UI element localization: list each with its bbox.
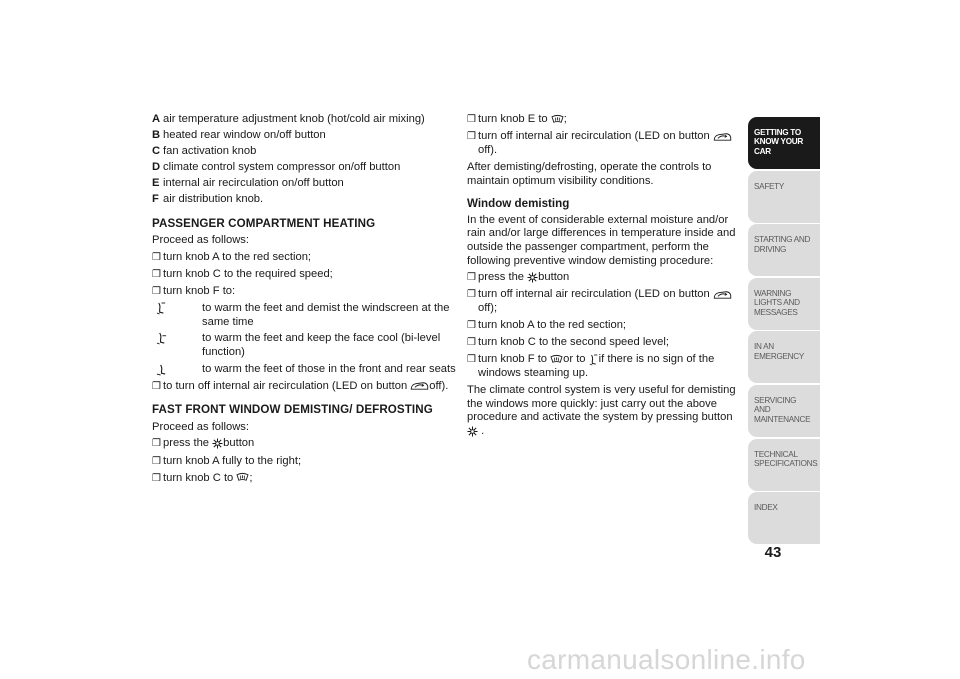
legend-item bbox=[152, 113, 456, 127]
checkbox-icon: ❒ bbox=[152, 286, 161, 298]
legend-text: heated rear window on/off button bbox=[163, 128, 326, 141]
checkbox-icon: ❒ bbox=[152, 268, 161, 280]
window-step bbox=[467, 319, 739, 333]
step-text: turn knob F to or to if there is no sign of the windows steaming up. bbox=[478, 353, 715, 380]
step-text: turn off internal air recirculation (LED on button off). bbox=[478, 130, 739, 157]
demist-step bbox=[467, 130, 739, 157]
legend-item bbox=[152, 145, 456, 159]
airflow-bilevel-icon bbox=[156, 332, 167, 345]
air-recirculation-icon bbox=[713, 131, 732, 142]
window-closing: The climate control system is very useful for demisting the windows more quickly: just carry out the above procedure and activate the system by pressing button . bbox=[467, 384, 736, 438]
tab-servicing-and-maintenance[interactable]: SERVICING AND MAINTENANCE bbox=[748, 385, 820, 437]
step-text: turn off internal air recirculation (LED on button off); bbox=[478, 288, 739, 315]
step-text: to warm the feet and keep the face cool (bi-level function) bbox=[202, 332, 441, 359]
air-recirculation-icon bbox=[713, 289, 732, 300]
legend-text: air temperature adjustment knob (hot/cold air mixing) bbox=[163, 113, 425, 125]
right-column bbox=[467, 113, 739, 442]
window-step bbox=[467, 336, 739, 350]
legend-item bbox=[152, 193, 456, 207]
step-text: turn knob C to the required speed; bbox=[163, 267, 333, 280]
step-text: press the button bbox=[478, 271, 570, 284]
heating-heading: PASSENGER COMPARTMENT HEATING bbox=[152, 216, 376, 230]
step-text: turn knob A fully to the right; bbox=[163, 454, 302, 467]
window-step bbox=[467, 353, 739, 380]
window-step bbox=[467, 288, 739, 315]
control-legend bbox=[152, 113, 456, 207]
checkbox-icon: ❒ bbox=[467, 272, 476, 284]
demist-step bbox=[152, 472, 456, 486]
step-text: turn knob A to the red section; bbox=[478, 319, 627, 332]
demist-after: After demisting/defrosting, operate the controls to maintain optimum visibility conditions. bbox=[467, 160, 712, 187]
tab-index[interactable]: INDEX bbox=[748, 492, 820, 544]
checkbox-icon: ❒ bbox=[152, 438, 161, 450]
tab-safety[interactable]: SAFETY bbox=[748, 171, 820, 223]
chapter-tabs bbox=[748, 117, 820, 546]
checkbox-icon: ❒ bbox=[467, 131, 476, 143]
step-text: to warm the feet and demist the windscreen at the same time bbox=[202, 302, 450, 328]
legend-letter: D bbox=[152, 160, 161, 173]
tab-in-an-emergency[interactable]: IN AN EMERGENCY bbox=[748, 331, 820, 383]
legend-item bbox=[152, 177, 456, 191]
legend-letter: A bbox=[152, 113, 161, 125]
airflow-feet-windscreen-icon bbox=[589, 354, 599, 366]
heating-step bbox=[152, 251, 456, 265]
windscreen-defrost-icon bbox=[550, 354, 563, 365]
window-heading: Window demisting bbox=[467, 197, 570, 211]
page-number: 43 bbox=[764, 544, 782, 561]
checkbox-icon: ❒ bbox=[467, 114, 476, 125]
heating-step bbox=[152, 285, 456, 299]
checkbox-icon: ❒ bbox=[152, 455, 161, 467]
snowflake-ac-icon bbox=[527, 272, 538, 283]
legend-text: air distribution knob. bbox=[163, 192, 264, 205]
airflow-option bbox=[152, 302, 456, 329]
tab-starting-and-driving[interactable]: STARTING AND DRIVING bbox=[748, 224, 820, 276]
demist-heading: FAST FRONT WINDOW DEMISTING/ DEFROSTING bbox=[152, 403, 433, 417]
legend-text: internal air recirculation on/off button bbox=[163, 176, 344, 189]
step-text: turn knob C to ; bbox=[163, 471, 253, 484]
legend-item bbox=[152, 129, 456, 143]
window-step bbox=[467, 271, 739, 285]
window-intro: In the event of considerable external moisture and/or rain and/or large differences in temperature inside and outside the passenger compartment, perform the following preventive window demisting procedure: bbox=[467, 213, 736, 267]
checkbox-icon: ❒ bbox=[467, 337, 476, 349]
legend-letter: B bbox=[152, 128, 161, 141]
checkbox-icon: ❒ bbox=[152, 472, 161, 484]
step-text: press the button bbox=[163, 437, 255, 450]
step-text: to warm the feet of those in the front and rear seats bbox=[202, 362, 456, 375]
legend-letter: E bbox=[152, 176, 160, 189]
checkbox-icon: ❒ bbox=[467, 289, 476, 301]
checkbox-icon: ❒ bbox=[467, 320, 476, 332]
legend-item bbox=[152, 161, 456, 175]
step-text: to turn off internal air recirculation (LED on button off). bbox=[163, 379, 449, 392]
step-text: turn knob A to the red section; bbox=[163, 250, 312, 263]
snowflake-ac-icon bbox=[467, 426, 478, 437]
legend-letter: C bbox=[152, 144, 161, 157]
demist-step bbox=[152, 455, 456, 469]
airflow-feet-icon bbox=[156, 363, 167, 376]
heating-step bbox=[152, 268, 456, 282]
checkbox-icon: ❒ bbox=[467, 354, 476, 366]
demist-intro: Proceed as follows: bbox=[152, 420, 250, 433]
step-text: turn knob C to the second speed level; bbox=[478, 336, 669, 349]
heating-step bbox=[152, 380, 456, 394]
step-text: turn knob E to ; bbox=[478, 113, 567, 125]
airflow-option bbox=[152, 332, 456, 359]
windscreen-defrost-icon bbox=[236, 472, 249, 483]
checkbox-icon: ❒ bbox=[152, 380, 161, 392]
tab-getting-to-know-your-car[interactable]: GETTING TO KNOW YOUR CAR bbox=[748, 117, 820, 169]
tab-warning-lights-and-messages[interactable]: WARNING LIGHTS AND MESSAGES bbox=[748, 278, 820, 330]
tab-technical-specifications[interactable]: TECHNICAL SPECIFICATIONS bbox=[748, 439, 820, 491]
checkbox-icon: ❒ bbox=[152, 251, 161, 263]
left-column bbox=[152, 113, 456, 489]
legend-text: fan activation knob bbox=[163, 144, 257, 157]
legend-letter: F bbox=[152, 192, 159, 205]
airflow-feet-windscreen-icon bbox=[156, 302, 167, 315]
snowflake-ac-icon bbox=[212, 438, 223, 449]
step-text: turn knob F to: bbox=[163, 285, 236, 298]
airflow-option bbox=[152, 363, 456, 377]
windscreen-defrost-icon bbox=[551, 114, 564, 125]
demist-step bbox=[467, 113, 739, 127]
demist-step bbox=[152, 437, 456, 451]
heating-intro: Proceed as follows: bbox=[152, 234, 250, 247]
air-recirculation-icon bbox=[410, 380, 429, 391]
legend-text: climate control system compressor on/off button bbox=[163, 160, 401, 173]
watermark: carmanualsonline.info bbox=[527, 644, 806, 675]
